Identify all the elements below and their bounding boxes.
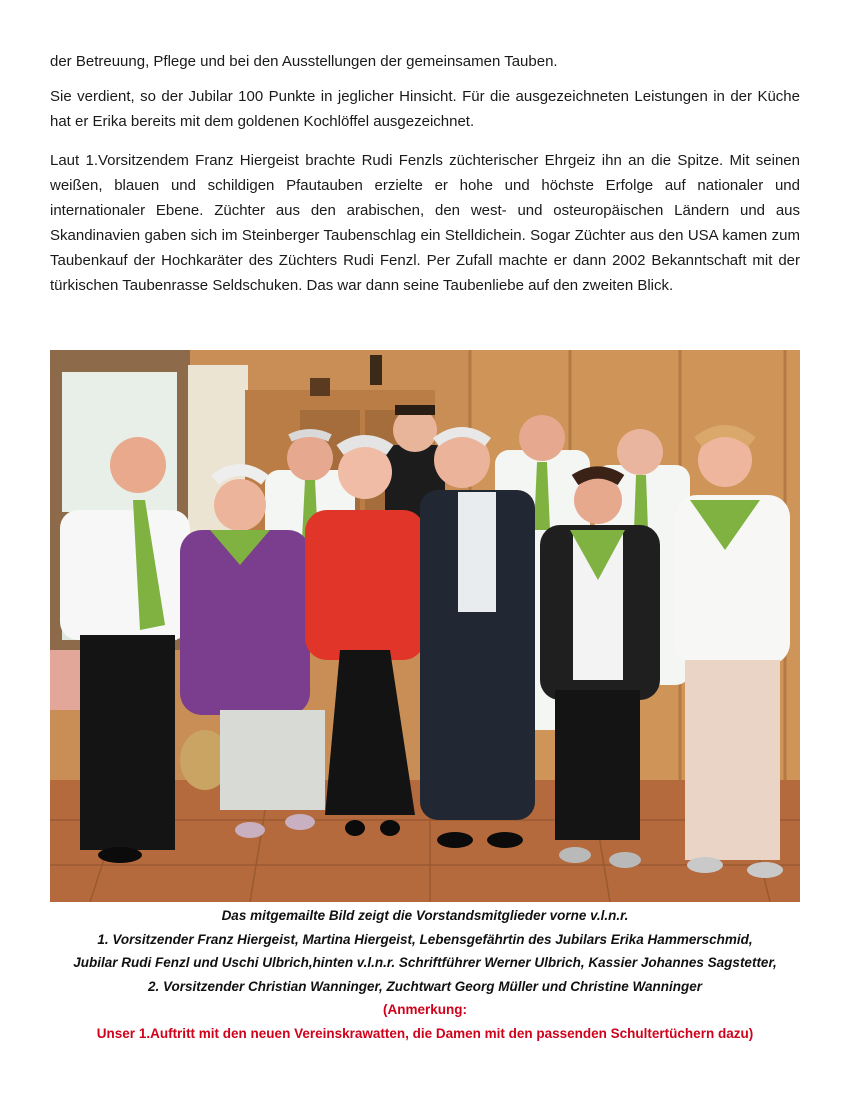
note-line: (Anmerkung: <box>383 1002 467 1017</box>
photo-caption <box>40 904 810 998</box>
group-photo <box>50 350 800 902</box>
caption-line: Das mitgemailte Bild zeigt die Vorstandsmitglieder vorne v.l.n.r. <box>221 908 629 923</box>
note-line: Unser 1.Auftritt mit den neuen Vereinskrawatten, die Damen mit den passenden Schultertüchern dazu) <box>96 1026 754 1041</box>
paragraph-history: Laut 1.Vorsitzendem Franz Hiergeist brachte Rudi Fenzls züchterischer Ehrgeiz ihn an die Spitze. Mit seinen weißen, blauen und schildigen Pfautauben erzielte er hohe und höchste Erfolge auf nationaler und internationaler Ebene. Züchter aus den arabischen, den west- und osteuropäischen Ländern und aus Skandinavien gaben sich im Steinberger Taubenschlag ein Stelldichein. Sogar Züchter aus den USA kamen zum Taubenkauf der Hochkaräter des Züchters Rudi Fenzl. Per Zufall machte er dann 2002 Bekanntschaft mit der türkischen Taubenrasse Seldschuken. Das war dann seine Taubenliebe auf den zweiten Blick. <box>50 152 800 294</box>
remark-note <box>40 998 810 1046</box>
paragraph-praise: Sie verdient, so der Jubilar 100 Punkte in jeglicher Hinsicht. Für die ausgezeichneten Leistungen in der Küche hat er Erika bereits mit dem goldenen Kochlöffel ausgezeichnet. <box>50 88 800 130</box>
caption-line: 2. Vorsitzender Christian Wanninger, Zuchtwart Georg Müller und Christine Wanninger <box>147 978 703 994</box>
caption-line: Jubilar Rudi Fenzl und Uschi Ulbrich,hinten v.l.n.r. Schriftführer Werner Ulbrich, Kassier Johannes Sagstetter, <box>73 955 777 970</box>
paragraph-intro: der Betreuung, Pflege und bei den Ausstellungen der gemeinsamen Tauben. <box>50 53 558 70</box>
caption-line: 1. Vorsitzender Franz Hiergeist, Martina Hiergeist, Lebensgefährtin des Jubilars Erika Hammerschmid, <box>97 931 753 947</box>
